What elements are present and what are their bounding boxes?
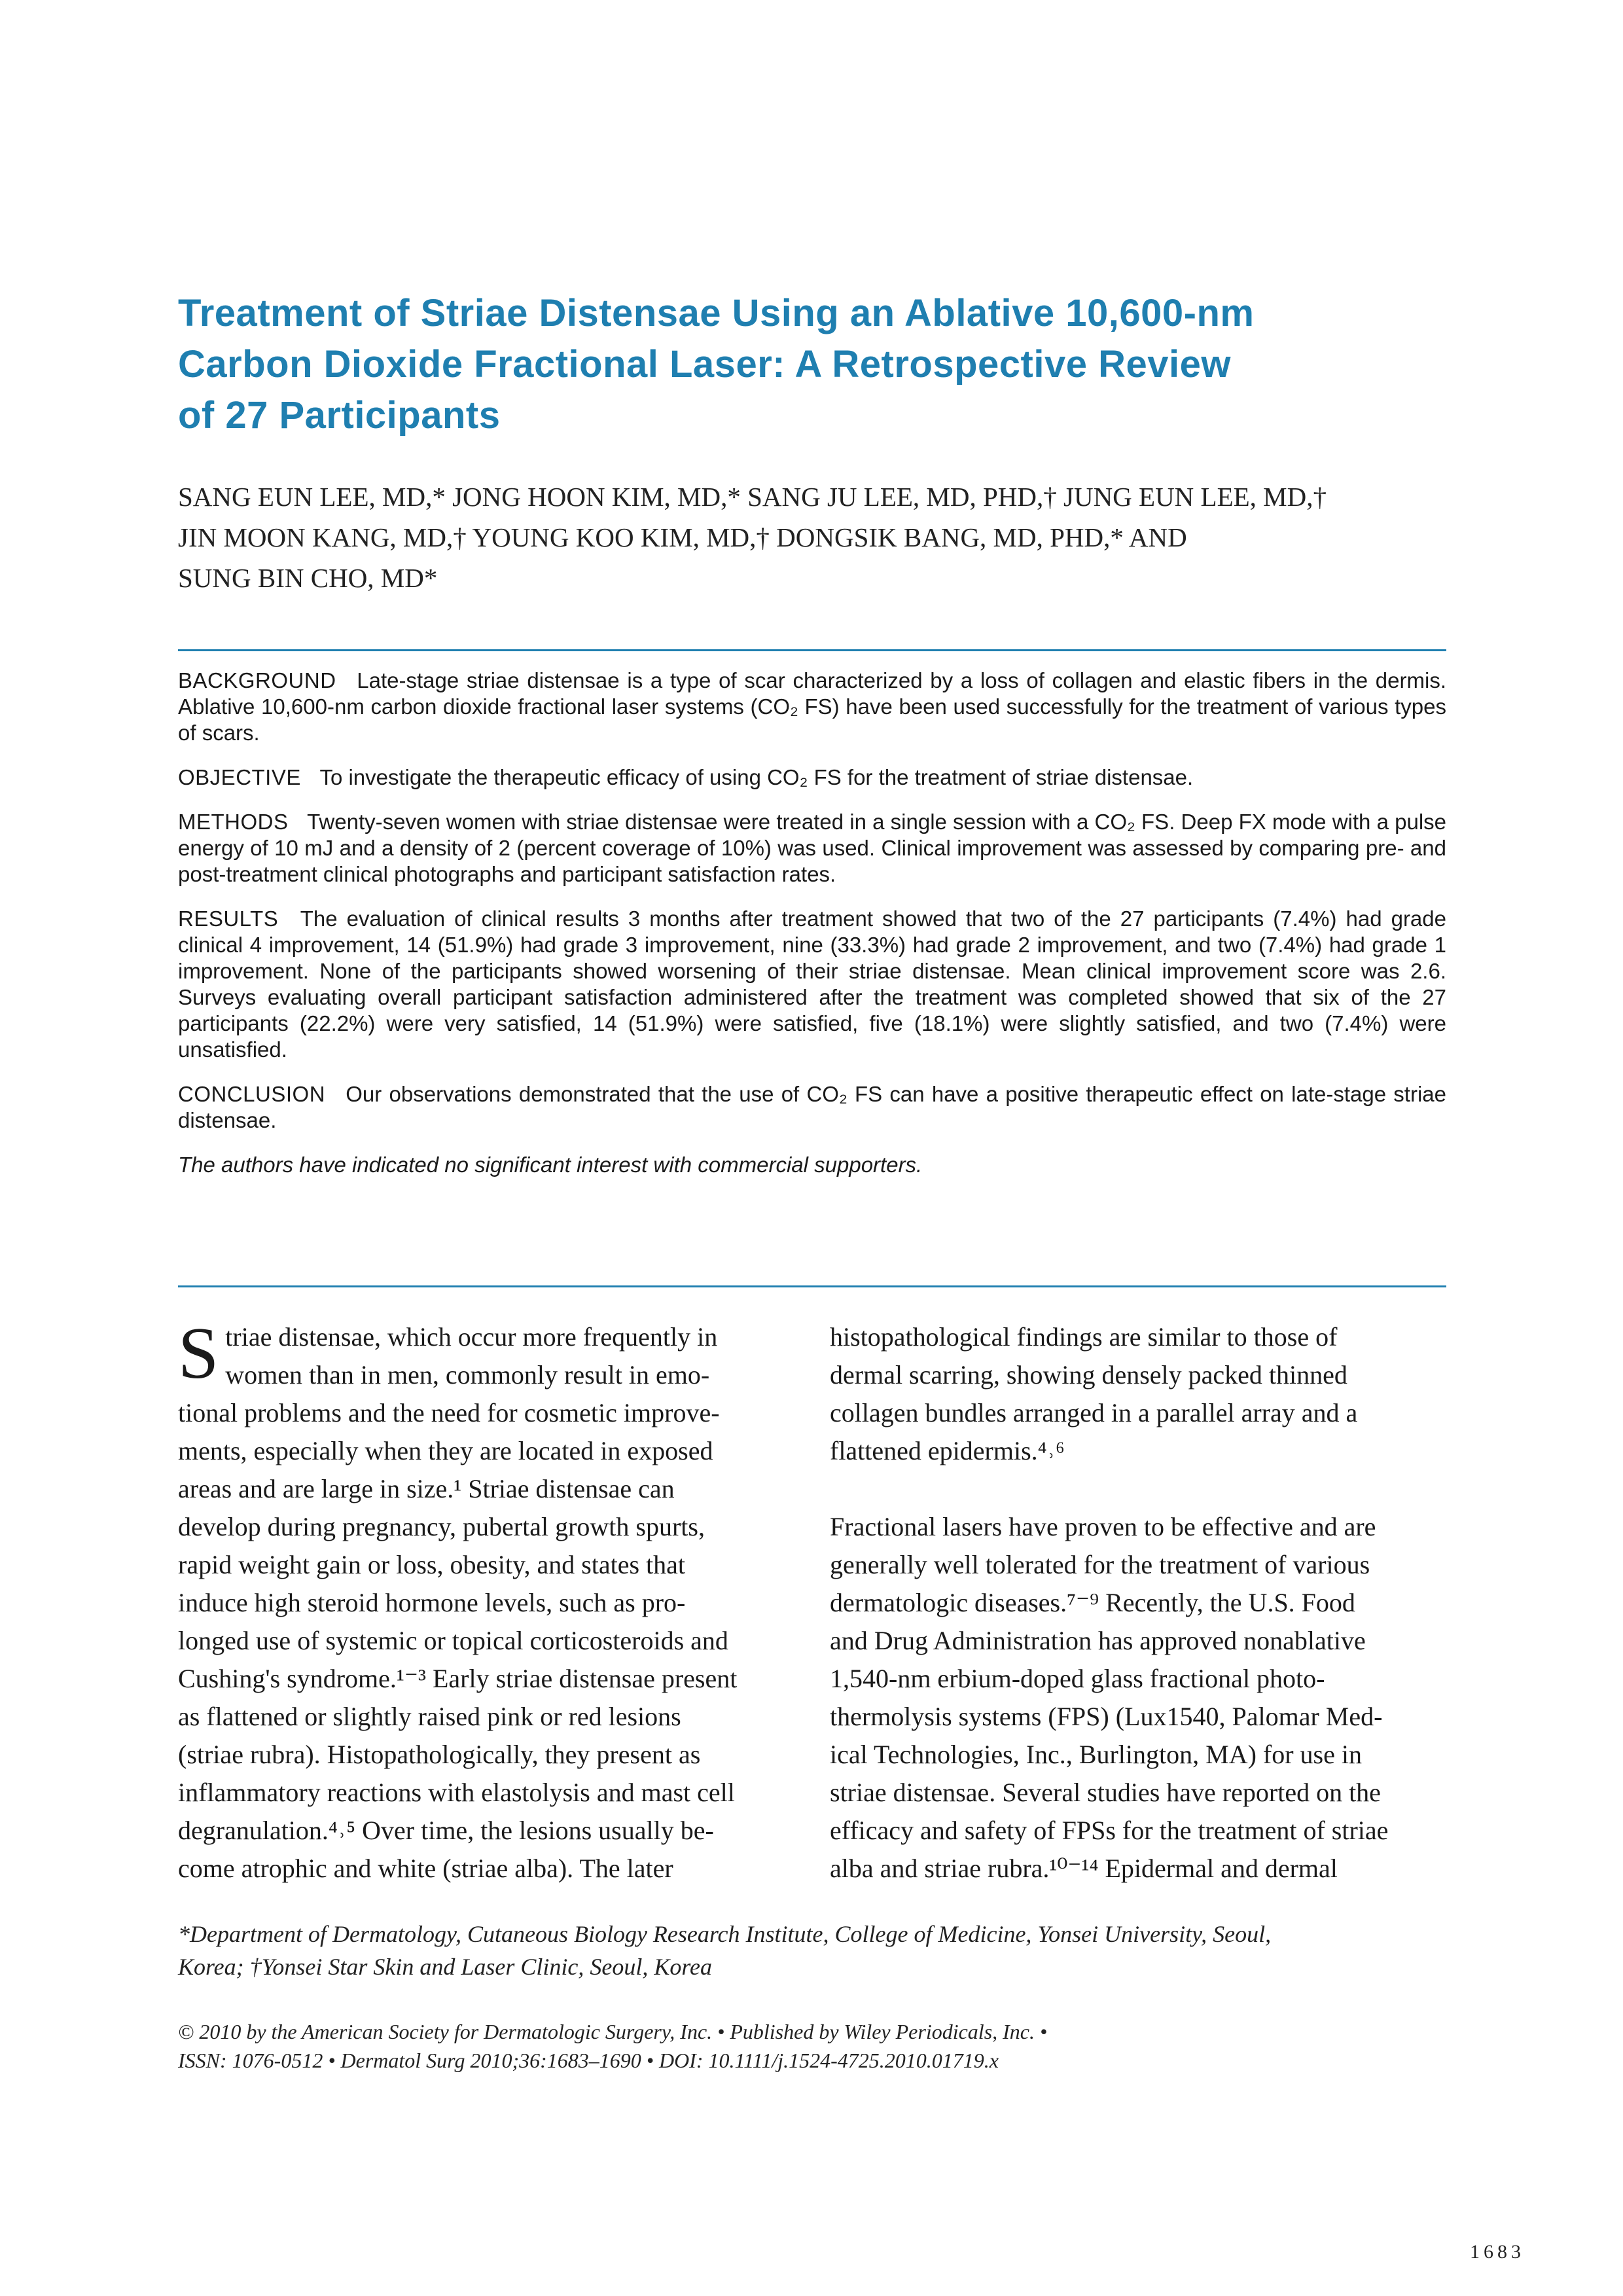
body-line: degranulation.⁴˒⁵ Over time, the lesions usually be- (178, 1816, 714, 1845)
objective-text: To investigate the therapeutic efficacy of using CO₂ FS for the treatment of striae distensae. (319, 765, 1194, 789)
body-line: alba and striae rubra.¹⁰⁻¹⁴ Epidermal and dermal (830, 1854, 1338, 1883)
paragraph-gap (830, 1470, 1448, 1508)
body-line: ical Technologies, Inc., Burlington, MA) for use in (830, 1740, 1362, 1769)
body-line: develop during pregnancy, pubertal growth spurts, (178, 1512, 705, 1541)
background-text: Late-stage striae distensae is a type of scar characterized by a loss of collagen and elastic fibers in the dermis. Ablative 10,600-nm carbon dioxide fractional laser systems (CO₂ FS) have been used successfully for the treatment of various types of scars. (178, 668, 1446, 745)
page-number: 1683 (1470, 2241, 1525, 2263)
abstract-methods (178, 809, 1446, 888)
body-line: efficacy and safety of FPSs for the treatment of striae (830, 1816, 1389, 1845)
body-line: women than in men, commonly result in emo- (225, 1360, 710, 1390)
results-heading: RESULTS (178, 906, 279, 931)
body-line: Cushing's syndrome.¹⁻³ Early striae distensae present (178, 1664, 738, 1693)
body-line: thermolysis systems (FPS) (Lux1540, Palomar Med- (830, 1702, 1383, 1731)
body-column-left (178, 1313, 819, 1888)
body-line: (striae rubra). Histopathologically, they present as (178, 1740, 701, 1769)
author-list (178, 476, 1474, 598)
affiliation-line: Korea; †Yonsei Star Skin and Laser Clinic, Seoul, Korea (178, 1954, 713, 1980)
body-line: induce high steroid hormone levels, such as pro- (178, 1588, 686, 1617)
author-line: SUNG BIN CHO, MD* (178, 563, 438, 593)
conclusion-heading: CONCLUSION (178, 1082, 326, 1106)
abstract-results (178, 906, 1446, 1063)
conclusion-text: Our observations demonstrated that the use of CO₂ FS can have a positive therapeutic effect on late-stage striae distensae. (178, 1082, 1446, 1132)
abstract-bottom-rule (178, 1285, 1446, 1287)
methods-heading: METHODS (178, 810, 289, 834)
body-line: and Drug Administration has approved nonablative (830, 1626, 1366, 1655)
article-title (178, 288, 1474, 441)
title-line: Treatment of Striae Distensae Using an Ablative 10,600-nm (178, 292, 1255, 334)
methods-text: Twenty-seven women with striae distensae were treated in a single session with a CO₂ FS. Deep FX mode with a pulse energy of 10 mJ and a density of 2 (percent coverage of 10%) was used. Clinical improvement was assessed by comparing pre- and post-treatment clinical photographs and participant satisfaction rates. (178, 810, 1446, 886)
body-line: dermal scarring, showing densely packed thinned (830, 1360, 1347, 1390)
body-line: flattened epidermis.⁴˒⁶ (830, 1436, 1065, 1465)
results-text: The evaluation of clinical results 3 months after treatment showed that two of the 27 participants (7.4%) had grade clinical 4 improvement, 14 (51.9%) had grade 3 improvement, nine (33.3%) had grade 2 improvement, and two (7.4%) had grade 1 improvement. None of the participants showed worsening of their striae distensae. Mean clinical improvement score was 2.6. Surveys evaluating overall participant satisfaction administered after the treatment was completed showed that six of the 27 participants (22.2%) were very satisfied, 14 (51.9%) were satisfied, five (18.1%) were slightly satisfied, and two (7.4%) were unsatisfied. (178, 906, 1446, 1062)
title-line: Carbon Dioxide Fractional Laser: A Retrospective Review (178, 343, 1231, 386)
drop-cap: S (178, 1313, 219, 1394)
objective-heading: OBJECTIVE (178, 765, 301, 789)
body-line: longed use of systemic or topical corticosteroids and (178, 1626, 728, 1655)
body-line: striae distensae. Several studies have reported on the (830, 1778, 1381, 1807)
author-line: SANG EUN LEE, MD,* JONG HOON KIM, MD,* SANG JU LEE, MD, PHD,† JUNG EUN LEE, MD,† (178, 482, 1327, 512)
copyright-notice (178, 2017, 1448, 2075)
author-line: JIN MOON KANG, MD,† YOUNG KOO KIM, MD,† DONGSIK BANG, MD, PHD,* AND (178, 522, 1187, 552)
copyright-line: ISSN: 1076-0512 • Dermatol Surg 2010;36:1683–1690 • DOI: 10.1111/j.1524-4725.2010.01719.x (178, 2049, 999, 2072)
body-line: collagen bundles arranged in a parallel array and a (830, 1398, 1358, 1427)
body-line: ments, especially when they are located in exposed (178, 1436, 713, 1465)
body-column-right (830, 1318, 1448, 1888)
body-line: histopathological findings are similar to those of (830, 1322, 1338, 1352)
body-line: rapid weight gain or loss, obesity, and states that (178, 1550, 686, 1579)
affiliation-line: *Department of Dermatology, Cutaneous Biology Research Institute, College of Medicine, Yonsei University, Seoul, (178, 1921, 1272, 1947)
title-line: of 27 Participants (178, 394, 501, 437)
body-line: dermatologic diseases.⁷⁻⁹ Recently, the U.S. Food (830, 1588, 1355, 1617)
copyright-line: © 2010 by the American Society for Dermatologic Surgery, Inc. • Published by Wiley Periodicals, Inc. • (178, 2020, 1048, 2043)
abstract-objective (178, 764, 1446, 791)
body-line: 1,540-nm erbium-doped glass fractional photo- (830, 1664, 1325, 1693)
body-line: areas and are large in size.¹ Striae distensae can (178, 1474, 675, 1503)
abstract (178, 668, 1446, 1196)
affiliations-footnote (178, 1918, 1448, 1983)
body-line: tional problems and the need for cosmetic improve- (178, 1398, 720, 1427)
body-line: inflammatory reactions with elastolysis and mast cell (178, 1778, 735, 1807)
disclosure-statement: The authors have indicated no significant interest with commercial supporters. (178, 1153, 923, 1177)
body-line: triae distensae, which occur more frequently in (225, 1322, 718, 1352)
abstract-conclusion (178, 1081, 1446, 1134)
abstract-background (178, 668, 1446, 746)
body-line: come atrophic and white (striae alba). The later (178, 1854, 673, 1883)
body-line: as flattened or slightly raised pink or red lesions (178, 1702, 681, 1731)
body-line: generally well tolerated for the treatment of various (830, 1550, 1370, 1579)
abstract-top-rule (178, 649, 1446, 651)
background-heading: BACKGROUND (178, 668, 336, 692)
body-line: Fractional lasers have proven to be effective and are (830, 1512, 1376, 1541)
